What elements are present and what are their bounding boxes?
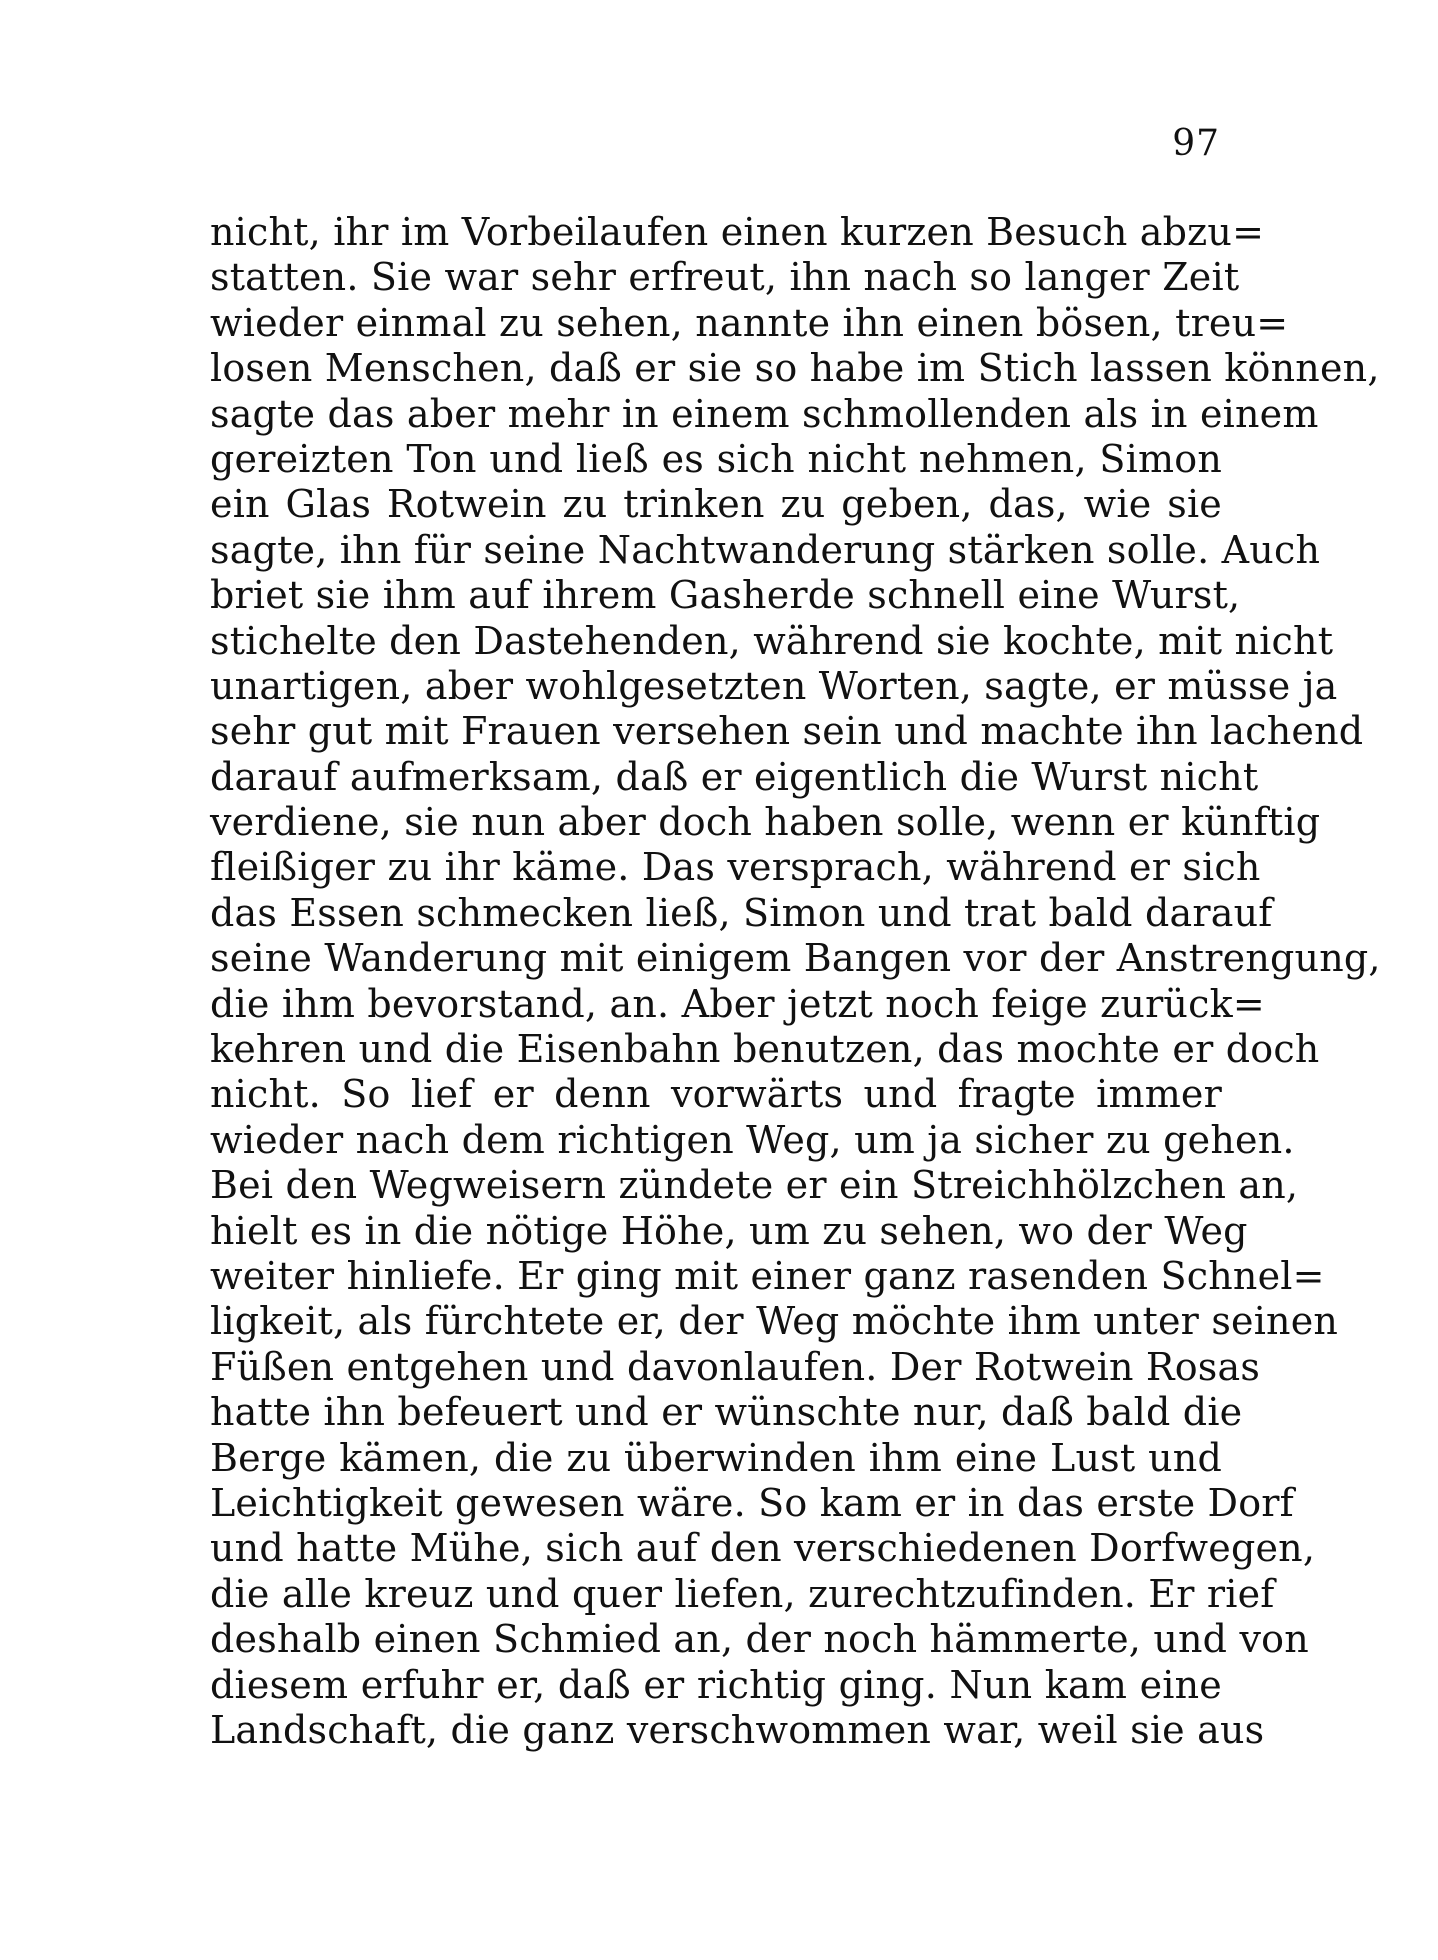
- text-line: stichelte den Dastehenden, während sie kochte, mit nicht: [210, 618, 1334, 663]
- text-line: nicht. So lief er denn vorwärts und fragte immer: [210, 1072, 1222, 1117]
- text-line: Füßen entgehen und davonlaufen. Der Rotwein Rosas: [210, 1344, 1261, 1389]
- text-line: hielt es in die nötige Höhe, um zu sehen, wo der Weg: [210, 1208, 1248, 1253]
- text-line: hatte ihn befeuert und er wünschte nur, daß bald die: [210, 1390, 1243, 1435]
- text-line: Bei den Wegweisern zündete er ein Streichhölzchen an,: [210, 1163, 1299, 1208]
- text-line: Berge kämen, die zu überwinden ihm eine Lust und: [210, 1435, 1222, 1480]
- text-line: und hatte Mühe, sich auf den verschiedenen Dorfwegen,: [210, 1526, 1316, 1571]
- text-line: fleißiger zu ihr käme. Das versprach, während er sich: [210, 845, 1261, 890]
- text-line: ligkeit, als fürchtete er, der Weg möchte ihm unter seinen: [210, 1299, 1339, 1344]
- text-line: briet sie ihm auf ihrem Gasherde schnell eine Wurst,: [210, 573, 1241, 618]
- text-line: das Essen schmecken ließ, Simon und trat bald darauf: [210, 890, 1273, 935]
- text-line: deshalb einen Schmied an, der noch hämmerte, und von: [210, 1617, 1309, 1662]
- text-line: die ihm bevorstand, an. Aber jetzt noch feige zurück=: [210, 981, 1265, 1026]
- text-line: Landschaft, die ganz verschwommen war, weil sie aus: [210, 1707, 1265, 1752]
- text-line: wieder einmal zu sehen, nannte ihn einen bösen, treu=: [210, 300, 1289, 345]
- page-number: 97: [1172, 123, 1220, 164]
- text-line: kehren und die Eisenbahn benutzen, das mochte er doch: [210, 1027, 1320, 1072]
- text-line: gereizten Ton und ließ es sich nicht nehmen, Simon: [210, 436, 1222, 481]
- text-line: sagte das aber mehr in einem schmollenden als in einem: [210, 391, 1319, 436]
- text-line: statten. Sie war sehr erfreut, ihn nach so langer Zeit: [210, 255, 1240, 300]
- text-line: seine Wanderung mit einigem Bangen vor der Anstrengung,: [210, 936, 1381, 981]
- text-line: losen Menschen, daß er sie so habe im Stich lassen können,: [210, 346, 1380, 391]
- text-line: nicht, ihr im Vorbeilaufen einen kurzen Besuch abzu=: [210, 210, 1265, 254]
- text-line: diesem erfuhr er, daß er richtig ging. Nun kam eine: [210, 1662, 1222, 1707]
- text-line: weiter hinliefe. Er ging mit einer ganz rasenden Schnel=: [210, 1253, 1325, 1298]
- text-line: sehr gut mit Frauen versehen sein und machte ihn lachend: [210, 709, 1364, 754]
- text-line: sagte, ihn für seine Nachtwanderung stärken solle. Auch: [210, 527, 1321, 572]
- text-line: Leichtigkeit gewesen wäre. So kam er in das erste Dorf: [210, 1480, 1294, 1525]
- text-line: ein Glas Rotwein zu trinken zu geben, das, wie sie: [210, 482, 1222, 527]
- text-line: verdiene, sie nun aber doch haben solle, wenn er künftig: [210, 800, 1321, 845]
- text-line: unartigen, aber wohlgesetzten Worten, sagte, er müsse ja: [210, 663, 1338, 708]
- text-line: wieder nach dem richtigen Weg, um ja sicher zu gehen.: [210, 1117, 1295, 1162]
- text-line: die alle kreuz und quer liefen, zurechtzufinden. Er rief: [210, 1571, 1275, 1616]
- text-line: darauf aufmerksam, daß er eigentlich die Wurst nicht: [210, 754, 1259, 799]
- body-text: [210, 210, 1381, 1753]
